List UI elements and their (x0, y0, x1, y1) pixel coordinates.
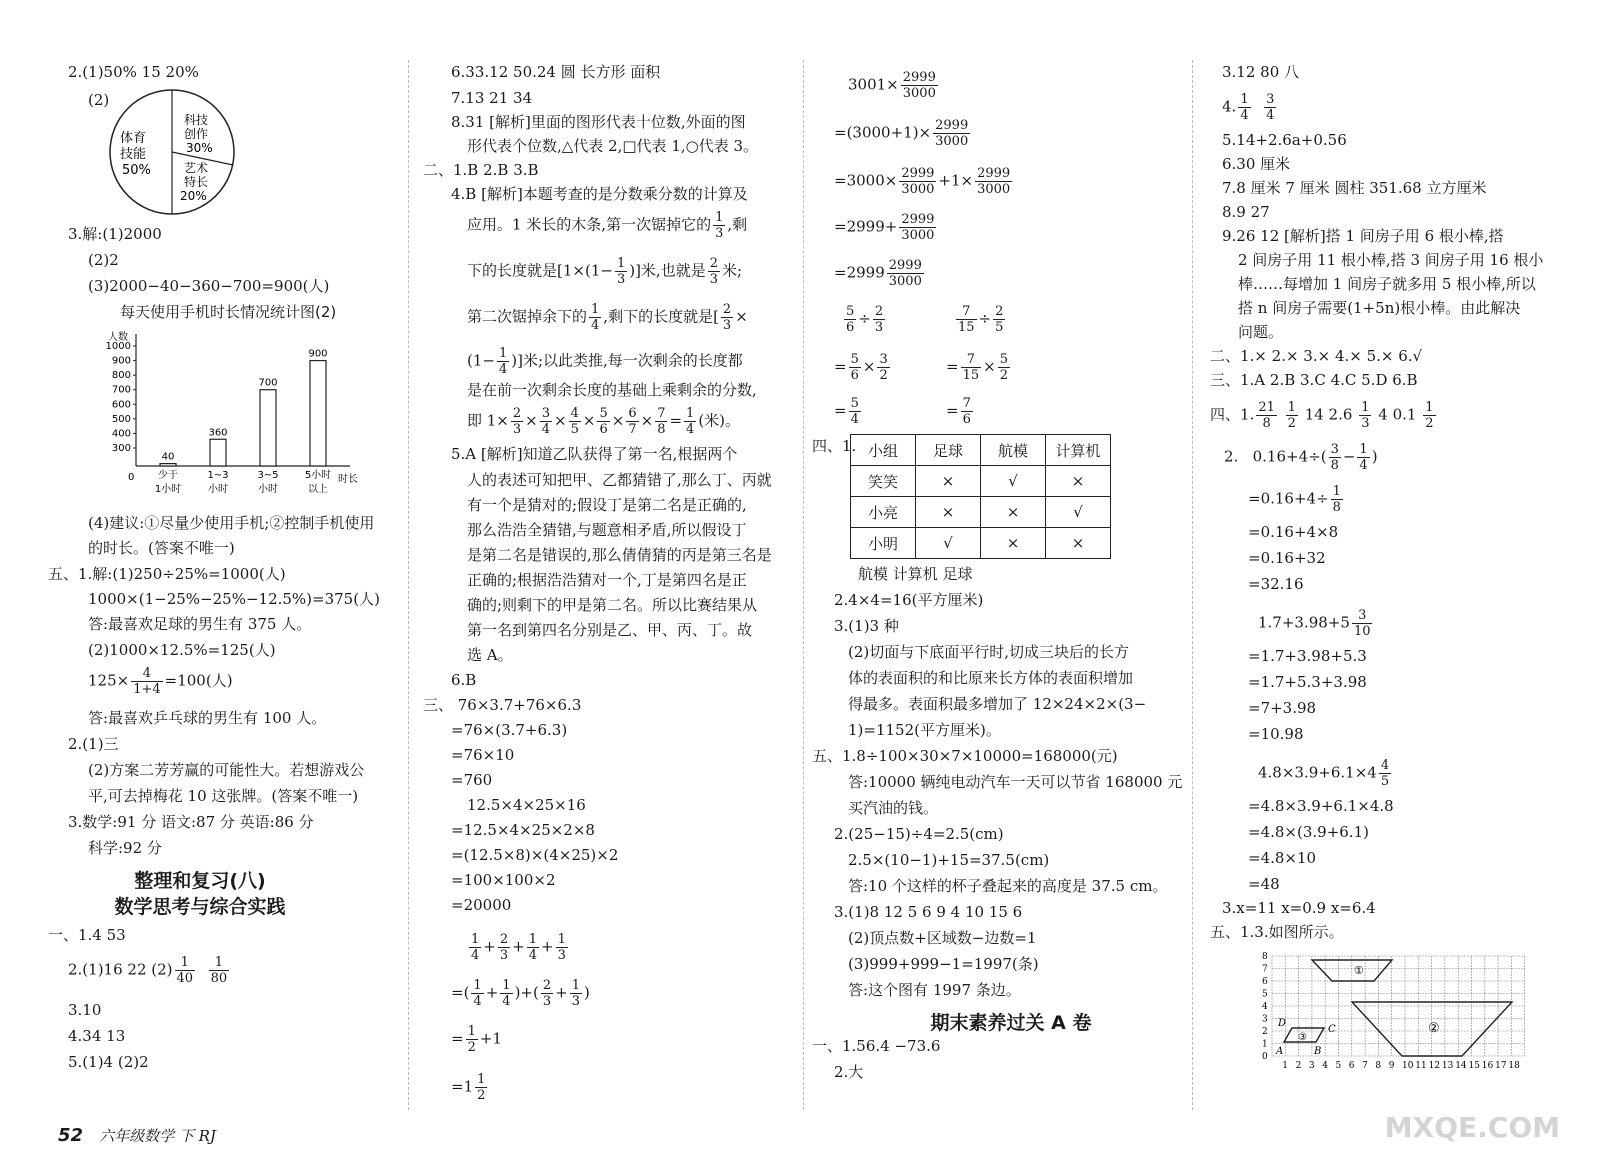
y-tick-label: 400 (111, 428, 131, 440)
answer-line: = $\frac{1}{2}$ +1 (451, 1024, 502, 1055)
grid-y-label: 5 (1262, 989, 1268, 1000)
x-tick-label: 1小时 (154, 484, 182, 495)
answer-line: 选 A。 (467, 646, 513, 664)
answer-line: = $\frac{5}{6}$ × $\frac{3}{2}$ (834, 352, 888, 383)
grid-y-label: 0 (1262, 1052, 1268, 1062)
pie-chart (100, 80, 250, 220)
answer-line: =76×(3.7+6.3) (451, 721, 568, 739)
answer-line: 五、1.8÷100×30×7×10000=168000(元) (812, 747, 1118, 765)
pie-label: 30% (186, 141, 213, 155)
answer-line: 二、1.B 2.B 3.B (423, 161, 539, 179)
grid-x-label: 13 (1441, 1061, 1454, 1071)
answer-line: 搭 n 间房子需要(1+5n)根小棒。由此解决 (1238, 299, 1521, 317)
answer-line: =(3000+1)× $\frac{2999}{3000}$ (834, 118, 969, 149)
answer-line: $\frac{7}{15}$ ÷ $\frac{2}{5}$ (958, 304, 1004, 335)
answer-line: 是在前一次剩余长度的基础上乘剩余的分数, (467, 381, 757, 399)
answer-line: (3)999+999−1=1997(条) (848, 955, 1039, 973)
grid-x-label: 2 (1295, 1061, 1302, 1071)
answer-line: 3001× $\frac{2999}{3000}$ (848, 70, 936, 101)
table-cell: √ (916, 528, 981, 559)
answer-line: 即 1× $\frac{2}{3}$ × $\frac{3}{4}$ × $\frac{4}{5}$ × $\frac{5}{6}$ × $\frac{6}{7}$ × $\frac{7}{8}$ = $\frac{1}{4}$ (米)。 (467, 406, 741, 437)
grid-y-label: 2 (1262, 1027, 1268, 1037)
answer-line: 3.(1)8 12 5 6 9 4 10 15 6 (834, 903, 1023, 921)
answer-line: 1000×(1−25%−25%−12.5%)=375(人) (88, 590, 380, 608)
y-tick-label: 500 (111, 413, 131, 425)
table-cell: × (1046, 528, 1111, 559)
pie-label: 特长 (184, 175, 209, 189)
answer-line: (2)顶点数+区域数−边数=1 (848, 929, 1037, 947)
answer-line: (2) (88, 91, 110, 109)
grid-x-label: 11 (1415, 1061, 1427, 1071)
answer-line: 2.(1)16 22 (2) $\frac{1}{40}$ $\frac{1}{80}$ (68, 955, 228, 986)
table-cell: 笑笑 (851, 466, 916, 497)
answer-line: =2999 $\frac{2999}{3000}$ (834, 258, 922, 289)
watermark: MXQE.COM (1384, 1111, 1560, 1144)
answer-line: =1 $\frac{1}{2}$ (451, 1072, 486, 1103)
answer-line: 四、1. $\frac{21}{8}$ $\frac{1}{2}$ 14 2.6 $\frac{1}{3}$ 4 0.1 $\frac{1}{2}$ (1210, 400, 1434, 431)
answer-line: 1.7+3.98+5 $\frac{3}{10}$ (1258, 608, 1371, 639)
coordinate-grid-figure (1252, 946, 1542, 1080)
table-cell: 小明 (851, 528, 916, 559)
answer-line: =4.8×3.9+6.1×4.8 (1248, 797, 1394, 815)
y-tick-label: 900 (111, 355, 131, 367)
y-tick-label: 800 (111, 370, 131, 382)
answer-line: 3.12 80 八 (1222, 63, 1300, 81)
answer-line: 3.数学:91 分 语文:87 分 英语:86 分 (68, 813, 314, 831)
column-2 (415, 0, 800, 1130)
answer-line: 答:最喜欢足球的男生有 375 人。 (88, 615, 312, 633)
section-title: 期末素养过关 A 卷 (930, 1012, 1092, 1034)
grid-y-label: 7 (1262, 964, 1268, 975)
answer-line: =1.7+5.3+3.98 (1248, 673, 1367, 691)
x-axis-label: 时长 (338, 474, 358, 485)
answer-table (850, 434, 1111, 559)
shape-label: ② (1428, 1021, 1440, 1036)
grid-x-label: 7 (1362, 1061, 1368, 1071)
bar (260, 390, 276, 466)
answer-line: =32.16 (1248, 575, 1304, 593)
table-header: 计算机 (1046, 435, 1111, 466)
answer-line: 1)=1152(平方厘米)。 (848, 721, 1001, 739)
answer-line: =4.8×10 (1248, 849, 1317, 867)
answer-line: =100×100×2 (451, 871, 556, 889)
grid-x-label: 16 (1481, 1061, 1494, 1071)
answer-line: 3.x=11 x=0.9 x=6.4 (1222, 899, 1376, 917)
answer-line: 第一名到第四名分别是乙、甲、丙、丁。故 (467, 621, 753, 639)
pie-label: 20% (180, 189, 207, 203)
y-tick-label: 1000 (105, 341, 131, 352)
answer-line: =20000 (451, 896, 512, 914)
answer-line: =7+3.98 (1248, 699, 1317, 717)
bar-value-label: 900 (308, 348, 328, 360)
answer-line: 2.5×(10−1)+15=37.5(cm) (848, 851, 1050, 869)
point-label: C (1328, 1024, 1336, 1035)
answer-line: 人的表述可知把甲、乙都猜错了,那么丁、丙就 (467, 471, 772, 489)
column-3 (812, 0, 1210, 1130)
y-axis-label: 人数 (108, 332, 128, 343)
answer-line: 5.A [解析]知道乙队获得了第一名,根据两个 (451, 445, 738, 463)
answer-line: 科学:92 分 (88, 839, 162, 857)
grid-x-label: 14 (1455, 1061, 1467, 1071)
pie-label: 体育 (120, 131, 147, 146)
grid-x-label: 10 (1402, 1061, 1414, 1071)
answer-line: 4.34 13 (68, 1027, 126, 1045)
answer-line: 3.10 (68, 1001, 102, 1019)
answer-line: 3.(1)3 种 (834, 617, 899, 635)
answer-line: 确的;则剩下的甲是第二名。所以比赛结果从 (467, 596, 758, 614)
point-label: B (1314, 1046, 1322, 1057)
answer-line: (4)建议:①尽量少使用手机;②控制手机使用 (88, 514, 375, 532)
answer-line: =3000× $\frac{2999}{3000}$ +1× $\frac{2999}{3000}$ (834, 166, 1011, 197)
table-cell: √ (981, 466, 1046, 497)
column-divider (803, 60, 804, 1110)
answer-line: 形代表个位数,△代表 2,□代表 1,○代表 3。 (467, 137, 759, 155)
grid-x-label: 12 (1428, 1061, 1441, 1071)
answer-line: 五、1.3.如图所示。 (1210, 923, 1344, 941)
bar (160, 464, 176, 466)
answer-line: 5.14+2.6a+0.56 (1222, 131, 1347, 149)
bar (210, 439, 226, 466)
answer-line: 得最多。表面积最多增加了 12×24×2×(3− (848, 695, 1147, 713)
bar-chart (100, 326, 360, 506)
grid-x-label: 17 (1495, 1061, 1507, 1071)
shape-label: ① (1354, 964, 1364, 977)
answer-line: 5.(1)4 (2)2 (68, 1053, 149, 1071)
answer-line: =0.16+4×8 (1248, 523, 1339, 541)
answer-line: =10.98 (1248, 725, 1304, 743)
table-cell: × (916, 466, 981, 497)
point-label: D (1278, 1018, 1287, 1029)
table-cell: × (916, 497, 981, 528)
column-divider (408, 60, 409, 1110)
shape-label: ③ (1298, 1032, 1307, 1043)
grid-x-label: 4 (1322, 1061, 1328, 1071)
answer-line: =12.5×4×25×2×8 (451, 821, 595, 839)
table-cell: √ (1046, 497, 1111, 528)
answer-line: 2.(25−15)÷4=2.5(cm) (834, 825, 1004, 843)
grid-y-label: 6 (1262, 977, 1268, 987)
column-1 (0, 0, 400, 1130)
answer-line: 是第二名是错误的,那么倩倩猜的丙是第三名是 (467, 546, 772, 564)
answer-line: 体的表面积的和比原来长方体的表面积增加 (848, 669, 1134, 687)
answer-line: (2)切面与下底面平行时,切成三块后的长方 (848, 643, 1130, 661)
answer-line: 7.13 21 34 (451, 89, 533, 107)
grid-y-label: 8 (1262, 952, 1268, 962)
x-tick-label: 5小时 (304, 470, 332, 481)
chart-title: 每天使用手机时长情况统计图(2) (120, 303, 337, 321)
table-cell: × (981, 497, 1046, 528)
grid-x-label: 15 (1468, 1061, 1480, 1071)
grid-x-label: 18 (1508, 1061, 1520, 1071)
answer-line: 应用。1 米长的木条,第一次锯掉它的 $\frac{1}{3}$ ,剩 (467, 210, 748, 241)
answer-line: 棒……每增加 1 间房子就多用 5 根小棒,所以 (1238, 275, 1536, 293)
x-tick-label: 小时 (258, 484, 278, 495)
grid-x-label: 3 (1308, 1061, 1315, 1071)
y-tick-label: 300 (111, 443, 131, 454)
answer-line: 2.(1)三 (68, 735, 119, 753)
pie-label: 科技 (184, 113, 209, 127)
answer-line: 买汽油的钱。 (848, 799, 939, 817)
x-tick-label: 1~3 (207, 470, 229, 481)
answer-line: 答:10 个这样的杯子叠起来的高度是 37.5 cm。 (848, 877, 1168, 895)
y-tick-label: 600 (111, 399, 131, 411)
point-label: A (1276, 1046, 1284, 1057)
answer-line: 2.(1)50% 15 20% (68, 63, 199, 81)
answer-line: 2 间房子用 11 根小棒,搭 3 间房子用 16 根小 (1238, 251, 1544, 269)
answer-line: 那么浩浩全猜错,与题意相矛盾,所以假设丁 (467, 521, 747, 539)
answer-line: $\frac{5}{6}$ ÷ $\frac{2}{3}$ (846, 304, 884, 335)
answer-line: 2.大 (834, 1063, 864, 1081)
answer-line: 第二次锯掉余下的 $\frac{1}{4}$ ,剩下的长度就是[ $\frac{2}{3}$ × (467, 302, 748, 333)
answer-line: 五、1.解:(1)250÷25%=1000(人) (48, 565, 286, 583)
x-tick-label: 以上 (308, 484, 328, 495)
table-header: 航模 (981, 435, 1046, 466)
answer-line: 8.31 [解析]里面的图形代表十位数,外面的图 (451, 113, 746, 131)
grid-x-label: 9 (1388, 1061, 1395, 1071)
pie-label: 50% (122, 163, 151, 178)
answer-line: 6.33.12 50.24 圆 长方形 面积 (451, 63, 661, 81)
page-number: 52 (58, 1125, 84, 1146)
y-tick-label: 700 (111, 384, 131, 396)
answer-line: 2. 0.16+4÷( $\frac{3}{8}$ − $\frac{1}{4}$ ) (1224, 442, 1378, 473)
column-4 (1210, 0, 1600, 1130)
answer-line: 125× $\frac{4}{1+4}$ =100(人) (88, 666, 233, 697)
answer-line: 正确的;根据浩浩猜对一个,丁是第四名是正 (467, 571, 747, 589)
answer-line: 4.B [解析]本题考查的是分数乘分数的计算及 (451, 185, 748, 203)
answer-line: =(12.5×8)×(4×25)×2 (451, 846, 619, 864)
answer-line: =1.7+3.98+5.3 (1248, 647, 1367, 665)
answer-line: 三、 76×3.7+76×6.3 (423, 696, 582, 714)
answer-line: 6.30 厘米 (1222, 155, 1291, 173)
page-footer (58, 1125, 216, 1146)
answer-line: 4.8×3.9+6.1×4 $\frac{4}{5}$ (1258, 758, 1390, 789)
grid-x-label: 5 (1335, 1061, 1342, 1071)
answer-line: 平,可去掉梅花 10 这张牌。(答案不唯一) (88, 787, 359, 805)
answer-line: (2)2 (88, 251, 119, 269)
x-tick-label: 3~5 (257, 470, 279, 481)
answer-line: 4. $\frac{1}{4}$ $\frac{3}{4}$ (1222, 92, 1275, 123)
x-tick-label: 少于 (158, 470, 178, 481)
answer-line: = $\frac{5}{4}$ (834, 396, 859, 427)
answer-line: = $\frac{7}{15}$ × $\frac{5}{2}$ (946, 352, 1008, 383)
grid-y-label: 3 (1262, 1014, 1268, 1025)
bar (310, 361, 326, 466)
answer-line: 一、1.4 53 (48, 926, 126, 944)
bar-value-label: 700 (258, 377, 278, 389)
answer-line: =4.8×(3.9+6.1) (1248, 823, 1369, 841)
table-cell: 小亮 (851, 497, 916, 528)
answer-line: 2.4×4=16(平方厘米) (834, 591, 984, 609)
answer-line: 答:10000 辆纯电动汽车一天可以节省 168000 元 (848, 773, 1183, 791)
answer-line: =76×10 (451, 746, 515, 764)
answer-line: 三、1.A 2.B 3.C 4.C 5.D 6.B (1210, 371, 1418, 389)
table-header: 小组 (851, 435, 916, 466)
table-cell: × (1046, 466, 1111, 497)
answer-line: = $\frac{7}{6}$ (946, 396, 971, 427)
grid-x-label: 6 (1348, 1061, 1355, 1071)
answer-line: (3)2000−40−360−700=900(人) (88, 277, 330, 295)
answer-line: =( $\frac{1}{4}$ + $\frac{1}{4}$ )+( $\frac{2}{3}$ + $\frac{1}{3}$ ) (451, 978, 590, 1009)
pie-label: 创作 (184, 127, 209, 141)
answer-line: =760 (451, 771, 493, 789)
answer-line: =0.16+32 (1248, 549, 1326, 567)
section-subtitle: 数学思考与综合实践 (114, 896, 286, 918)
answer-line: 二、1.× 2.× 3.× 4.× 5.× 6.√ (1210, 347, 1423, 365)
answer-line: 航模 计算机 足球 (858, 565, 973, 583)
answer-line: =0.16+4÷ $\frac{1}{8}$ (1248, 484, 1341, 515)
answer-line: =48 (1248, 875, 1280, 893)
pie-label: 技能 (120, 147, 147, 162)
answer-line: 3.解:(1)2000 (68, 225, 162, 243)
grid-x-label: 8 (1375, 1061, 1382, 1071)
grid-y-label: 1 (1262, 1039, 1268, 1050)
section-title: 整理和复习(八) (134, 870, 266, 892)
answer-line: 12.5×4×25×16 (467, 796, 586, 814)
pie-label: 艺术 (184, 161, 209, 175)
answer-line: 答:这个图有 1997 条边。 (848, 981, 1021, 999)
answer-line: (2)1000×12.5%=125(人) (88, 641, 276, 659)
answer-line: $\frac{1}{4}$ + $\frac{2}{3}$ + $\frac{1}{4}$ + $\frac{1}{3}$ (471, 932, 566, 963)
answer-line: =2999+ $\frac{2999}{3000}$ (834, 212, 935, 243)
answer-line: 8.9 27 (1222, 203, 1270, 221)
origin-label: 0 (128, 472, 135, 483)
x-tick-label: 小时 (208, 484, 228, 495)
bar-value-label: 360 (208, 427, 228, 439)
answer-line: 答:最喜欢乒乓球的男生有 100 人。 (88, 709, 327, 727)
grid-x-label: 1 (1282, 1061, 1289, 1071)
bar-value-label: 40 (161, 451, 175, 463)
answer-line: 7.8 厘米 7 厘米 圆柱 351.68 立方厘米 (1222, 179, 1487, 197)
answer-line: 有一个是猜对的;假设丁是第二名是正确的, (467, 496, 747, 514)
answer-line: 6.B (451, 671, 477, 689)
table-cell: × (981, 528, 1046, 559)
answer-line: 问题。 (1238, 323, 1284, 341)
answer-line: 的时长。(答案不唯一) (88, 539, 235, 557)
answer-line: (1− $\frac{1}{4}$ )]米;以此类推,每一次剩余的长度都 (467, 346, 743, 377)
answer-line: (2)方案二芳芳赢的可能性大。若想游戏公 (88, 761, 365, 779)
footer-text: 六年级数学 下 RJ (99, 1127, 216, 1145)
grid-y-label: 4 (1262, 1002, 1268, 1012)
answer-line: 9.26 12 [解析]搭 1 间房子用 6 根小棒,搭 (1222, 227, 1504, 245)
answer-line: 四、1. (812, 437, 857, 455)
answer-line: 一、1.56.4 −73.6 (812, 1037, 941, 1055)
answer-line: 下的长度就是[1×(1− $\frac{1}{3}$ )]米,也就是 $\frac{2}{3}$ 米; (467, 256, 743, 287)
table-header: 足球 (916, 435, 981, 466)
